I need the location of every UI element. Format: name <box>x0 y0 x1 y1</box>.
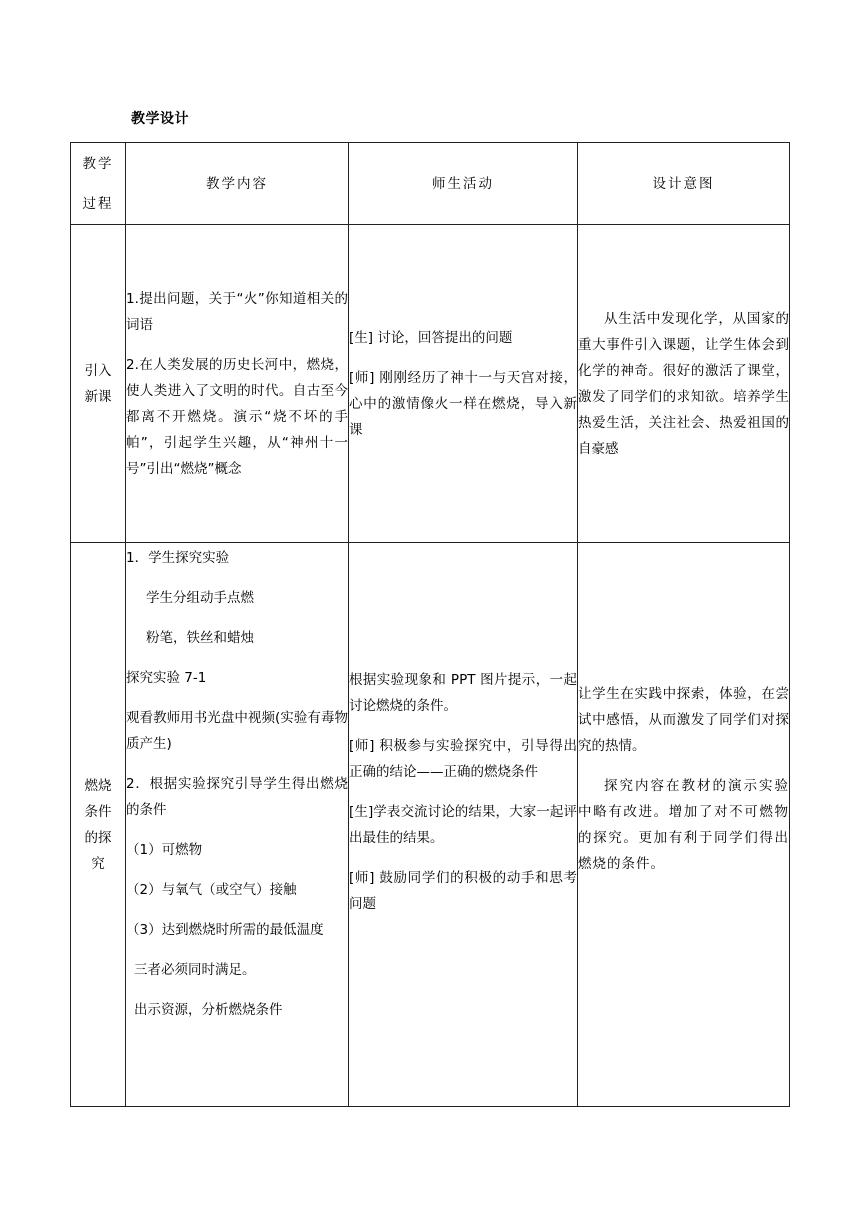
content-line: 1.提出问题，关于“火”你知道相关的词语 <box>126 290 348 333</box>
page-title: 教学设计 <box>131 111 189 127</box>
content-line: （2）与氧气（或空气）接触 <box>126 882 297 898</box>
stage-intro: 引入 新课 <box>71 225 126 543</box>
table-row-intro <box>71 225 790 543</box>
teaching-design-table <box>70 142 790 1107</box>
content-combustion <box>126 543 349 1107</box>
content-line: 观看教师用书光盘中视频(实验有毒物质产生) <box>126 710 348 752</box>
header-design-intent: 设计意图 <box>578 143 790 225</box>
intent-line: 从生活中发现化学，从国家的重大事件引入课题，让学生体会到化学的神奇。很好的激活了课堂，激发了同学们的求知欲。培养学生热爱生活，关注社会、热爱祖国的自豪感 <box>578 310 789 457</box>
header-teaching-process: 教学 过程 <box>71 143 126 225</box>
activity-line: 根据实验现象和 PPT 图片提示，一起讨论燃烧的条件。 <box>349 672 577 714</box>
activity-line: [师] 刚刚经历了神十一与天宫对接，心中的激情像火一样在燃烧，导入新课 <box>349 369 577 438</box>
content-line: 三者必须同时满足。 <box>134 962 256 978</box>
stage-combustion: 燃烧 条件 的探 究 <box>71 543 126 1107</box>
content-intro <box>126 225 349 543</box>
activity-line: [生]学表交流讨论的结果，大家一起评出最佳的结果。 <box>349 804 577 846</box>
content-line: （3）达到燃烧时所需的最低温度 <box>126 922 324 938</box>
table-row-combustion-conditions <box>71 543 790 1107</box>
content-line: 2．根据实验探究引导学生得出燃烧的条件 <box>126 776 348 818</box>
activity-line: [师] 鼓励同学们的积极的动手和思考问题 <box>349 870 577 912</box>
intent-combustion <box>578 543 790 1107</box>
activity-combustion <box>349 543 578 1107</box>
content-line: 2.在人类发展的历史长河中，燃烧，使人类进入了文明的时代。自古至今都离不开燃烧。演示“烧不坏的手帕”，引起学生兴趣，从“神州十一号”引出“燃烧”概念 <box>126 356 348 477</box>
activity-line: [生] 讨论，回答提出的问题 <box>349 329 513 346</box>
content-line: 1．学生探究实验 <box>126 550 230 566</box>
header-teaching-content: 教学内容 <box>126 143 349 225</box>
intent-line: 让学生在实践中探索，体验，在尝试中感悟，从而激发了同学们对探究的热情。 <box>578 686 789 754</box>
content-line: 探究实验 7-1 <box>126 670 207 686</box>
activity-intro <box>349 225 578 543</box>
intent-intro <box>578 225 790 543</box>
activity-line: [师] 积极参与实验探究中，引导得出正确的结论——正确的燃烧条件 <box>349 738 577 780</box>
content-line: （1）可燃物 <box>126 842 203 858</box>
intent-line: 探究内容在教材的演示实验中略有改进。增加了对不可燃物的探究。更加有利于同学们得出燃烧的条件。 <box>578 778 789 872</box>
content-line: 出示资源，分析燃烧条件 <box>134 1002 283 1018</box>
content-line: 学生分组动手点燃 <box>146 590 254 606</box>
table-header-row <box>71 143 790 225</box>
content-line: 粉笔，铁丝和蜡烛 <box>146 630 254 646</box>
header-teacher-student-activity: 师生活动 <box>349 143 578 225</box>
